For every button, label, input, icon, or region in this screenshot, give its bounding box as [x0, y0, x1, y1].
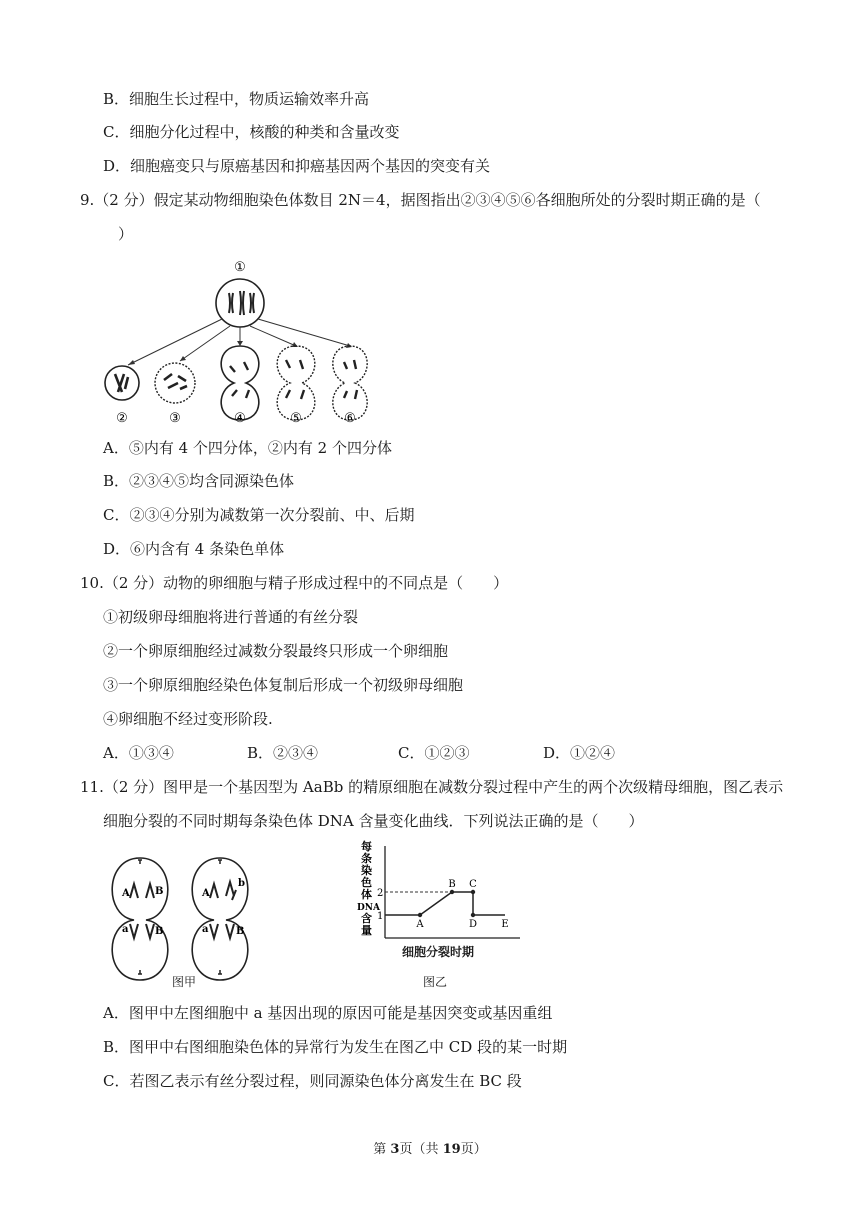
q11-stem: 11.（2 分）图甲是一个基因型为 AaBb 的精原细胞在减数分裂过程中产生的两个次级精母细胞，图乙表示	[80, 778, 784, 796]
q9-option-d: D．⑥内含有 4 条染色单体	[103, 540, 285, 558]
y-tick-label: 2	[377, 888, 384, 899]
q10-option-c: C．①②③	[398, 744, 470, 762]
y-axis-label-char: 含	[361, 912, 372, 925]
q9-stem-end: ）	[118, 225, 134, 243]
q9-option-c: C．②③④分别为减数第一次分裂前、中、后期	[103, 506, 415, 524]
point-label-C: C	[469, 879, 477, 890]
footer-total-pages: 19	[442, 1142, 461, 1157]
dna-content-curve	[385, 892, 505, 915]
q8-option-b: B．细胞生长过程中，物质运输效率升高	[103, 90, 370, 108]
cell-label-5: ⑤	[290, 411, 302, 426]
point-label-D: D	[468, 919, 478, 930]
figure-jia-caption: 图甲	[172, 975, 197, 989]
cell-label-1: ①	[234, 260, 246, 275]
gene-right-b: b	[238, 878, 245, 889]
point-A	[418, 913, 422, 917]
footer-prefix: 第	[373, 1142, 391, 1157]
cell-label-2: ②	[116, 411, 128, 426]
x-axis-label: 细胞分裂时期	[402, 945, 475, 959]
q10-stem: 10.（2 分）动物的卵细胞与精子形成过程中的不同点是（ ）	[80, 574, 509, 592]
q10-item-3: ③一个卵原细胞经染色体复制后形成一个初级卵母细胞	[103, 676, 464, 694]
y-axis-label-char: 量	[361, 924, 372, 937]
q9-stem: 9.（2 分）假定某动物细胞染色体数目 2N＝4，据图指出②③④⑤⑥各细胞所处的分裂时期正确的是（	[80, 191, 761, 209]
figure-yi-caption: 图乙	[423, 975, 448, 989]
gene-left-B2: B	[155, 926, 164, 937]
footer-suffix: 页）	[460, 1142, 487, 1157]
figure-jia	[100, 850, 270, 990]
point-label-B: B	[448, 879, 456, 890]
cell-label-6: ⑥	[344, 411, 356, 426]
gene-left-a: a	[122, 924, 129, 935]
gene-right-B: B	[236, 926, 245, 937]
point-C	[471, 890, 475, 894]
page-footer	[0, 1138, 860, 1157]
q10-option-a: A．①③④	[103, 744, 174, 762]
y-axis-label-char: 体	[361, 888, 372, 901]
q9-option-a: A．⑤内有 4 个四分体，②内有 2 个四分体	[103, 439, 392, 457]
q10-item-2: ②一个卵原细胞经过减数分裂最终只形成一个卵细胞	[103, 642, 449, 660]
q11-option-b: B．图甲中右图细胞染色体的异常行为发生在图乙中 CD 段的某一时期	[103, 1038, 568, 1056]
q9-option-b: B．②③④⑤均含同源染色体	[103, 472, 295, 490]
y-axis-label-char: DNA	[357, 903, 381, 913]
q11-option-a: A．图甲中左图细胞中 a 基因出现的原因可能是基因突变或基因重组	[103, 1004, 553, 1022]
q11-option-c: C．若图乙表示有丝分裂过程，则同源染色体分离发生在 BC 段	[103, 1072, 522, 1090]
y-tick-label: 1	[377, 911, 384, 922]
gene-left-A: A	[122, 888, 130, 899]
point-label-A: A	[416, 919, 424, 930]
q10-option-d: D．①②④	[543, 744, 616, 762]
y-axis-label-char: 条	[361, 852, 372, 865]
y-axis-label-char: 染	[361, 864, 372, 877]
cell-label-3: ③	[169, 411, 181, 426]
q11-stem-2: 细胞分裂的不同时期每条染色体 DNA 含量变化曲线．下列说法正确的是（ ）	[103, 812, 644, 830]
cell-label-4: ④	[234, 411, 246, 426]
q10-item-1: ①初级卵母细胞将进行普通的有丝分裂	[103, 608, 359, 626]
gene-right-A: A	[202, 888, 210, 899]
point-label-E: E	[501, 919, 509, 930]
gene-left-B: B	[155, 886, 164, 897]
q9-cell-division-figure	[100, 256, 380, 428]
point-D	[471, 913, 475, 917]
y-axis-label-char: 色	[361, 876, 372, 889]
point-B	[450, 890, 454, 894]
q8-option-c: C．细胞分化过程中，核酸的种类和含量改变	[103, 123, 400, 141]
footer-mid: 页（共	[399, 1142, 443, 1157]
q10-option-b: B．②③④	[247, 744, 319, 762]
footer-page-number: 3	[390, 1142, 400, 1157]
q8-option-d: D．细胞癌变只与原癌基因和抑癌基因两个基因的突变有关	[103, 157, 491, 175]
y-axis-label-char: 每	[361, 840, 372, 853]
gene-right-a: a	[202, 924, 209, 935]
q10-item-4: ④卵细胞不经过变形阶段.	[103, 710, 273, 728]
